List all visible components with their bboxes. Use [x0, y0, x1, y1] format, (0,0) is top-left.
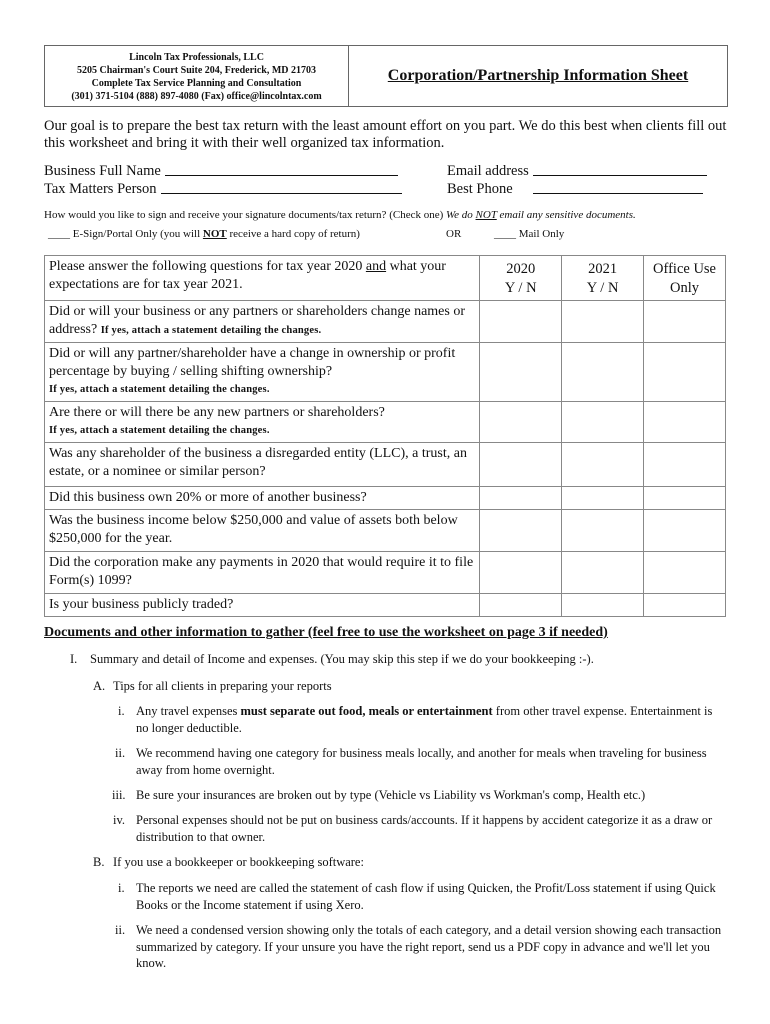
item-A-number: A. — [93, 679, 106, 693]
answer-2021-cell[interactable] — [562, 552, 644, 594]
question-8: Is your business publicly traded? — [45, 594, 480, 617]
item-Bi-number: i. — [118, 881, 125, 895]
business-name-field[interactable] — [44, 162, 398, 180]
phone-line[interactable] — [533, 180, 703, 194]
answer-2021-cell[interactable] — [562, 301, 644, 343]
header-text-pre: Please answer the following questions for tax year 2020 — [49, 259, 366, 274]
answer-2021-cell[interactable] — [562, 510, 644, 552]
table-header-row — [45, 256, 726, 301]
office-use-line1: Office Use — [653, 261, 716, 277]
item-B-number: B. — [93, 855, 105, 869]
company-services: Complete Tax Service Planning and Consultation — [91, 78, 302, 89]
col-2020-yn: Y / N — [504, 280, 537, 296]
company-name: Lincoln Tax Professionals, LLC — [129, 52, 264, 63]
answer-2020-cell[interactable] — [480, 443, 562, 487]
signing-note — [446, 209, 636, 221]
table-row — [45, 510, 726, 552]
email-label: Email address — [447, 163, 529, 179]
col-2020-year: 2020 — [506, 261, 536, 277]
mail-option[interactable]: ____ Mail Only — [494, 228, 565, 240]
answer-2021-cell[interactable] — [562, 343, 644, 402]
item-Aiii-number: iii. — [112, 788, 126, 802]
signing-note-not: NOT — [475, 209, 497, 221]
signing-question-text: How would you like to sign and receive your signature documents/tax return? (Check one) — [44, 209, 444, 221]
question-1-text: Did or will your business or any partners or shareholders change names or address? — [49, 304, 466, 337]
signing-note-post: email any sensitive documents. — [496, 209, 636, 221]
office-use-cell — [644, 402, 726, 443]
esign-label-post: receive a hard copy of return) — [226, 228, 360, 240]
documents-title: Documents and other information to gather (feel free to use the worksheet on page 3 if needed) — [44, 625, 608, 640]
question-6: Was the business income below $250,000 and value of assets both below $250,000 for the year. — [45, 510, 480, 552]
answer-2020-cell[interactable] — [480, 301, 562, 343]
esign-option[interactable] — [48, 228, 360, 240]
office-use-cell — [644, 443, 726, 487]
signing-note-pre: We do — [446, 209, 476, 221]
item-Aii-text: We recommend having one category for business meals locally, and another for meals when traveling for business away from home overnight. — [136, 746, 707, 777]
question-2 — [45, 343, 480, 402]
question-4: Was any shareholder of the business a disregarded entity (LLC), a trust, an estate, or a nominee or similar person? — [45, 443, 480, 487]
question-2-text: Did or will any partner/shareholder have a change in ownership or profit percentage by buying / selling shifting ownership? — [49, 346, 456, 379]
item-B-text: If you use a bookkeeper or bookkeeping software: — [113, 855, 364, 869]
signing-question — [44, 209, 636, 221]
col-2021-header — [562, 256, 644, 301]
business-name-line[interactable] — [165, 162, 398, 176]
tax-person-line[interactable] — [161, 180, 402, 194]
email-field[interactable] — [447, 162, 707, 180]
office-use-cell — [644, 552, 726, 594]
item-Ai-pre: Any travel expenses — [136, 704, 241, 718]
answer-2021-cell[interactable] — [562, 487, 644, 510]
item-Ai-text — [136, 703, 726, 736]
answer-2020-cell[interactable] — [480, 594, 562, 617]
company-address: 5205 Chairman's Court Suite 204, Frederick, MD 21703 — [77, 65, 316, 76]
office-use-cell — [644, 301, 726, 343]
table-row — [45, 402, 726, 443]
answer-2020-cell[interactable] — [480, 510, 562, 552]
item-A-text: Tips for all clients in preparing your reports — [113, 679, 332, 693]
phone-label: Best Phone — [447, 181, 513, 197]
item-I-text: Summary and detail of Income and expenses. (You may skip this step if we do your bookkeeping :-). — [90, 652, 594, 666]
or-text: OR — [446, 228, 462, 240]
table-row — [45, 443, 726, 487]
esign-label-not: NOT — [202, 228, 227, 240]
header-text-and: and — [365, 259, 387, 274]
question-7: Did the corporation make any payments in 2020 that would require it to file Form(s) 1099? — [45, 552, 480, 594]
item-Ai-post: from other travel expense. Entertainment is no longer deductible. — [136, 704, 713, 735]
item-I-number: I. — [70, 652, 78, 666]
item-Bii-number: ii. — [115, 923, 126, 937]
item-Aiv-number: iv. — [113, 813, 126, 827]
table-row — [45, 594, 726, 617]
questions-table — [44, 255, 726, 617]
item-Bi-text: The reports we need are called the statement of cash flow if using Quicken, the Profit/Loss statement if using Quick Books or the Income statement if using Xero. — [136, 881, 716, 912]
table-row — [45, 343, 726, 402]
answer-2020-cell[interactable] — [480, 402, 562, 443]
table-header-instructions — [45, 256, 480, 301]
item-Ai-number: i. — [118, 704, 125, 718]
table-row — [45, 552, 726, 594]
office-use-cell — [644, 487, 726, 510]
table-row — [45, 301, 726, 343]
answer-2020-cell[interactable] — [480, 487, 562, 510]
answer-2021-cell[interactable] — [562, 443, 644, 487]
esign-blank[interactable]: ____ — [48, 228, 70, 240]
question-1-note: If yes, attach a statement detailing the changes. — [100, 325, 322, 336]
item-Bii-text: We need a condensed version showing only the totals of each category, and a detail version showing each transaction summarized by category. If your unsure you have the right report, send us a PDF copy in advance and we'll let you know. — [136, 923, 722, 970]
header-box — [44, 45, 728, 107]
phone-field[interactable] — [447, 180, 703, 198]
office-use-cell — [644, 594, 726, 617]
answer-2020-cell[interactable] — [480, 343, 562, 402]
sheet-title: Corporation/Partnership Information Sheet — [387, 67, 689, 84]
question-1 — [45, 301, 480, 343]
question-3 — [45, 402, 480, 443]
office-use-cell — [644, 343, 726, 402]
esign-label-pre: E-Sign/Portal Only (you will — [70, 228, 203, 240]
question-5: Did this business own 20% or more of another business? — [45, 487, 480, 510]
answer-2021-cell[interactable] — [562, 402, 644, 443]
answer-2021-cell[interactable] — [562, 594, 644, 617]
item-Aii-number: ii. — [115, 746, 126, 760]
company-info — [45, 46, 349, 106]
office-use-line2: Only — [670, 280, 700, 296]
office-use-header — [644, 256, 726, 301]
item-Aiv-text: Personal expenses should not be put on business cards/accounts. If it happens by accident categorize it as a draw or distribution to that owner. — [136, 813, 713, 844]
tax-person-label: Tax Matters Person — [44, 181, 157, 197]
table-row — [45, 487, 726, 510]
item-Aiii-text: Be sure your insurances are broken out by type (Vehicle vs Liability vs Workman's comp, Health etc.) — [136, 788, 646, 802]
question-3-text: Are there or will there be any new partners or shareholders? — [49, 405, 385, 420]
business-name-label: Business Full Name — [44, 163, 161, 179]
company-contact: (301) 371-5104 (888) 897-4080 (Fax) office@lincolntax.com — [71, 91, 322, 102]
office-use-cell — [644, 510, 726, 552]
col-2020-header — [480, 256, 562, 301]
question-2-note: If yes, attach a statement detailing the changes. — [49, 384, 270, 395]
tax-person-field[interactable] — [44, 180, 402, 198]
col-2021-yn: Y / N — [586, 280, 619, 296]
header-text-post: what your expectations are for tax year 2021. — [49, 259, 446, 292]
answer-2020-cell[interactable] — [480, 552, 562, 594]
item-Ai-bold: must separate out food, meals or entertainment — [240, 704, 493, 718]
email-line[interactable] — [533, 162, 707, 176]
question-3-note: If yes, attach a statement detailing the changes. — [49, 425, 270, 436]
intro-text: Our goal is to prepare the best tax return with the least amount effort on you part. We do this best when clients fill out this worksheet and bring it with their well organized tax information. — [44, 118, 727, 151]
col-2021-year: 2021 — [588, 261, 618, 277]
